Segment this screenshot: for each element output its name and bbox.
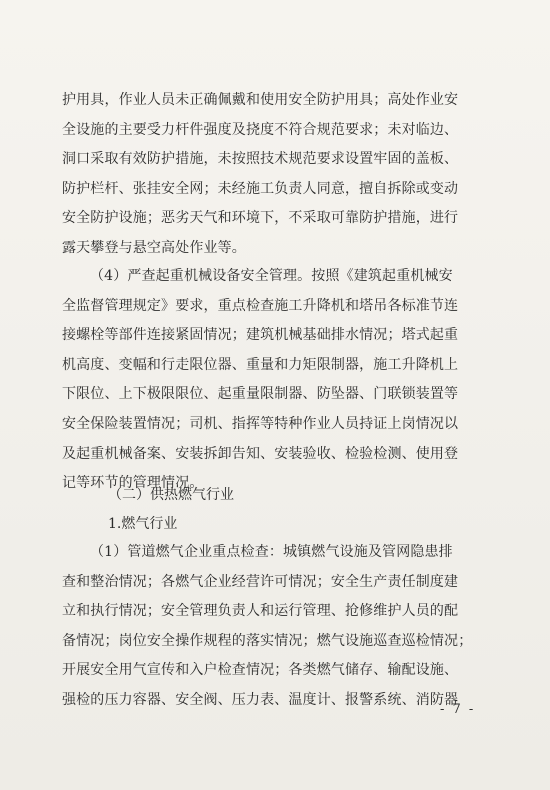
paragraph-2	[62, 262, 490, 499]
page-number: - 7 -	[440, 702, 476, 717]
sub-heading: 1.燃气行业	[108, 516, 178, 532]
text-line: 查和整治情况；各燃气企业经营许可情况；安全生产责任制度建	[62, 573, 459, 590]
text-line: 露天攀登与悬空高处作业等。	[62, 239, 246, 256]
paragraph-1	[62, 86, 490, 264]
text-line: 开展安全用气宣传和入户检查情况；各类燃气储存、输配设施、	[62, 662, 459, 679]
text-line: 及起重机械备案、安装拆卸告知、安装验收、检验检测、使用登	[62, 445, 459, 462]
text-line: 防护栏杆、张挂安全网；未经施工负责人同意，擅自拆除或变动	[62, 180, 459, 197]
text-line: 安全保险装置情况；司机、指挥等特种作业人员持证上岗情况以	[62, 415, 459, 432]
text-line: 接螺栓等部件连接紧固情况；建筑机械基础排水情况；塔式起重	[62, 327, 459, 344]
text-line: 护用具，作业人员未正确佩戴和使用安全防护用具；高处作业安	[62, 92, 459, 108]
text-line: （4）严查起重机械设备安全管理。按照《建筑起重机械安	[90, 268, 453, 284]
text-line: 全设施的主要受力杆件强度及挠度不符合规范要求；未对临边、	[62, 121, 459, 138]
text-line: 记等环节的管理情况。	[62, 475, 204, 492]
text-line: 洞口采取有效防护措施，未按照技术规范要求设置牢固的盖板、	[62, 151, 459, 168]
section-heading: （二）供热燃气行业	[108, 487, 234, 503]
paragraph-3	[62, 538, 490, 716]
text-line: （1）管道燃气企业重点检查：城镇燃气设施及管网隐患排	[90, 544, 453, 560]
text-line: 立和执行情况；安全管理负责人和运行管理、抢修维护人员的配	[62, 603, 459, 620]
text-line: 机高度、变幅和行走限位器、重量和力矩限制器，施工升降机上	[62, 356, 459, 373]
text-line: 备情况；岗位安全操作规程的落实情况；燃气设施巡查巡检情况；	[62, 632, 473, 649]
text-line: 安全防护设施；恶劣天气和环境下，不采取可靠防护措施，进行	[62, 210, 459, 227]
text-line: 下限位、上下极限限位、起重量限制器、防坠器、门联锁装置等	[62, 386, 459, 403]
text-line: 强检的压力容器、安全阀、压力表、温度计、报警系统、消防器	[62, 691, 459, 708]
text-line: 全监督管理规定》要求，重点检查施工升降机和塔吊各标准节连	[62, 297, 459, 314]
